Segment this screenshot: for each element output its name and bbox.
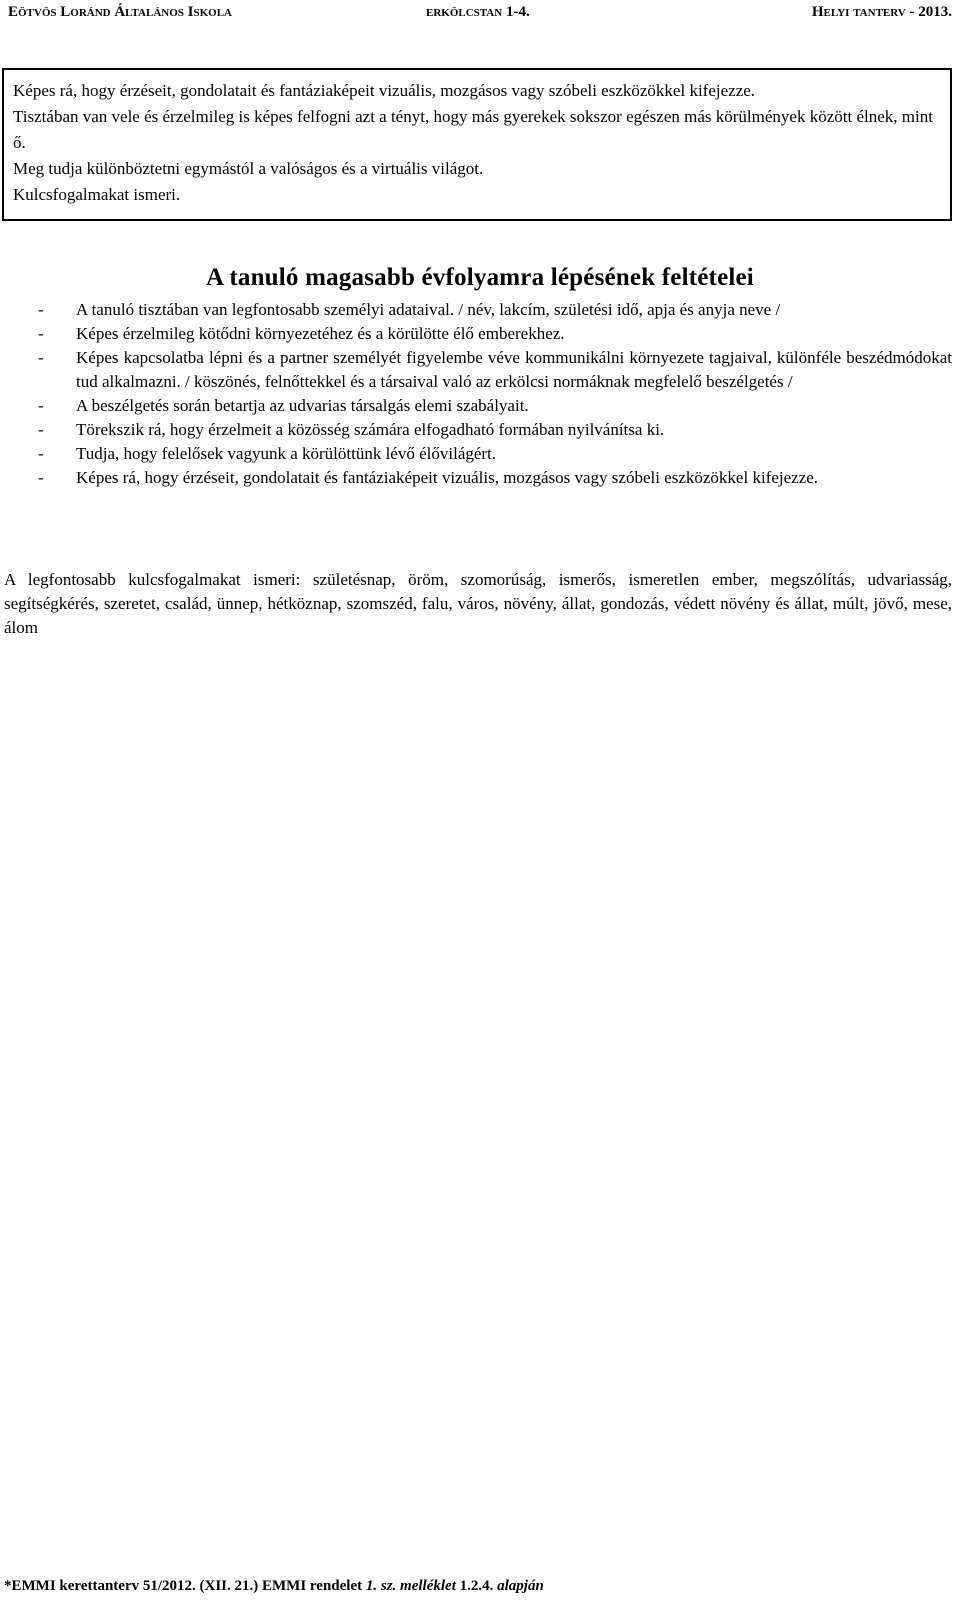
- section-title: A tanuló magasabb évfolyamra lépésének feltételei: [206, 264, 754, 291]
- header-curriculum: Helyi tanterv - 2013.: [811, 4, 952, 20]
- outcome-item: Tisztában van vele és érzelmileg is képes felfogni azt a tényt, hogy más gyerekek sokszor egészen más körülmények között élnek, mint ő.: [13, 107, 933, 152]
- key-concepts-paragraph: A legfontosabb kulcsfogalmakat ismeri: születésnap, öröm, szomorúság, ismerős, ismeretlen ember, megszólítás, udvariasság, segítségkérés, szeretet, család, ünnep, hétköznap, szomszéd, falu, város, növény, állat, gondozás, védett növény és állat, múlt, jövő, mese, álom: [4, 570, 952, 637]
- outcome-item: Képes rá, hogy érzéseit, gondolatait és fantáziaképeit vizuális, mozgásos vagy szóbeli eszközökkel kifejezze.: [13, 81, 756, 100]
- footer-reference: *EMMI kerettanterv 51/2012. (XII. 21.) EMMI rendelet: [4, 1578, 366, 1594]
- outcome-item: Meg tudja különböztetni egymástól a valóságos és a virtuális világot.: [13, 159, 484, 178]
- learning-outcomes-box: [2, 68, 952, 221]
- footer-basis: alapján: [497, 1578, 544, 1594]
- condition-item: - Tudja, hogy felelősek vagyunk a körülöttünk lévő élővilágért.: [34, 442, 952, 466]
- condition-item: - Törekszik rá, hogy érzelmeit a közösség számára elfogadható formában nyilvánítsa ki.: [34, 418, 952, 442]
- page-footer: [4, 1578, 544, 1595]
- outcome-item: Kulcsfogalmakat ismeri.: [13, 185, 181, 204]
- header-subject: erkölcstan 1-4.: [426, 4, 530, 20]
- footer-annex: 1. sz. melléklet: [365, 1578, 456, 1594]
- condition-item: - A tanuló tisztában van legfontosabb személyi adataival. / név, lakcím, születési idő, apja és anyja neve /: [34, 298, 952, 322]
- header-school-name: Eötvös Loránd Általános Iskola: [8, 4, 232, 20]
- condition-item: - Képes kapcsolatba lépni és a partner személyét figyelembe véve kommunikálni környezete tagjaival, különféle beszédmódokat tud alkalmazni. / köszönés, felnőttekkel és a társaival való az erkölcsi normáknak megfelelő beszélgetés /: [34, 346, 952, 394]
- condition-item: - Képes érzelmileg kötődni környezetéhez és a körülötte élő emberekhez.: [34, 322, 952, 346]
- condition-item: - A beszélgetés során betartja az udvarias társalgás elemi szabályait.: [34, 394, 952, 418]
- page-header: [8, 4, 952, 28]
- conditions-list: [34, 298, 952, 490]
- footer-section: 1.2.4.: [455, 1578, 498, 1594]
- condition-item: - Képes rá, hogy érzéseit, gondolatait és fantáziaképeit vizuális, mozgásos vagy szóbeli eszközökkel kifejezze.: [34, 466, 952, 490]
